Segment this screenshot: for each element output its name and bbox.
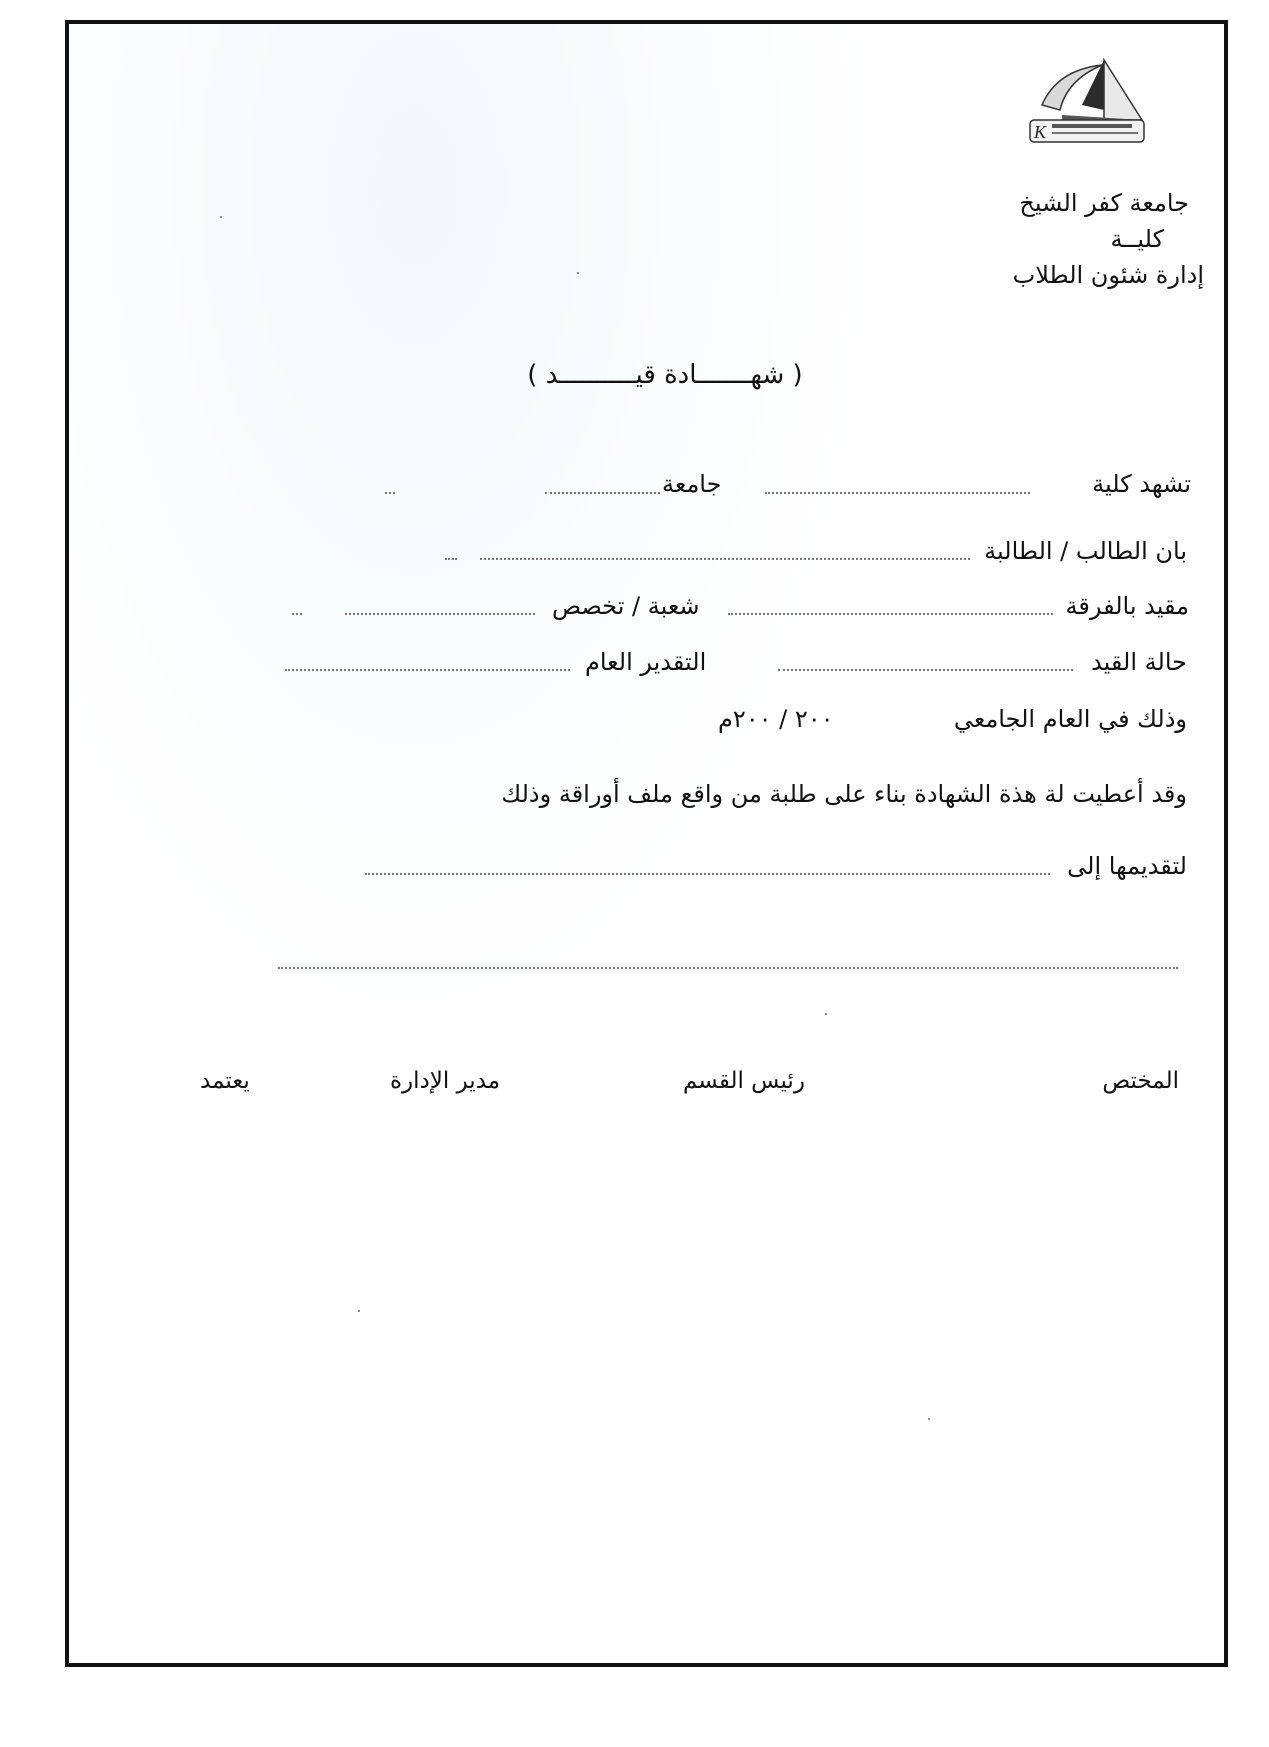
university-blank [545,492,660,494]
specialist-signature: المختص [1102,1068,1179,1094]
submit-to-blank [365,873,1050,875]
student-blank [480,558,970,560]
status-label: حالة القيد [1091,648,1187,676]
document-title: ( شهـــــــادة قيــــــــــد ) [527,360,803,390]
year-label: مقيد بالفرقة [1065,592,1189,620]
scan-speck [577,272,579,274]
year-blank [728,613,1053,615]
head-of-section-signature: رئيس القسم [683,1068,805,1094]
college-label: تشهد كلية [1092,470,1191,498]
college-name: كليــة [1110,225,1164,253]
college-blank [765,492,1030,494]
academic-year-label: وذلك في العام الجامعي [953,705,1187,733]
academic-year-value: ٢٠٠ / ٢٠٠م [718,705,834,733]
extra-blank-line [278,967,1178,969]
blank-fragment [385,492,395,494]
department-name: إدارة شئون الطلاب [1012,261,1204,289]
blank-fragment [445,558,457,560]
university-name: جامعة كفر الشيخ [1019,189,1189,217]
admin-director-signature: مدير الإدارة [390,1068,501,1094]
blank-fragment [292,613,302,615]
status-blank [778,669,1073,671]
university-label: جامعة [662,470,722,498]
division-label: شعبة / تخصص [552,592,700,620]
grade-label: التقدير العام [585,648,707,676]
document-header [1012,185,1204,293]
statement-text: وقد أعطيت لة هذة الشهادة بناء على طلبة من واقع ملف أوراقة وذلك [501,780,1187,808]
scan-speck [825,1013,827,1015]
scan-speck [220,216,222,218]
svg-text:K: K [1034,122,1047,142]
division-blank [345,613,535,615]
grade-blank [285,669,570,671]
scan-speck [928,1418,930,1420]
scan-speck [358,1310,360,1312]
submit-to-label: لتقديمها إلى [1067,852,1187,880]
approved-signature: يعتمد [200,1068,250,1094]
student-label: بان الطالب / الطالبة [984,537,1187,565]
university-logo-icon [1022,50,1152,150]
